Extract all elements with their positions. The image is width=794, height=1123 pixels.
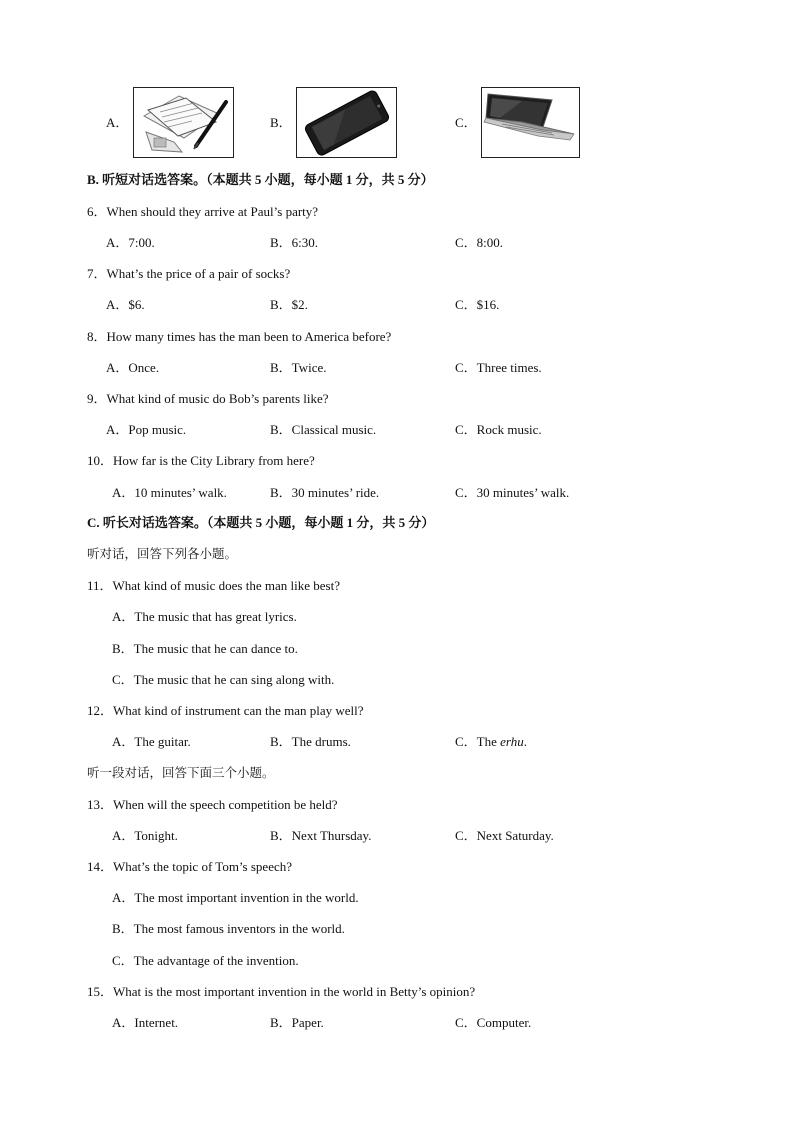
question-10-option-b: B．30 minutes’ ride.	[270, 485, 380, 500]
question-6-option-c: C．8:00.	[455, 235, 504, 250]
letter-and-pen-icon	[133, 87, 234, 158]
question-15-option-a: A．Internet.	[112, 1015, 179, 1030]
question-14-option-b: B．The most famous inventors in the world.	[112, 921, 345, 936]
question-13-option-a: A．Tonight.	[112, 828, 178, 843]
question-12-option-c-prefix: C．The	[455, 734, 501, 749]
question-9-option-a: A．Pop music.	[106, 422, 187, 437]
smartphone-icon	[296, 87, 397, 158]
question-6-option-b: B．6:30.	[270, 235, 319, 250]
question-6-option-a: A．7:00.	[106, 235, 155, 250]
picture-option-b-label: B．	[270, 115, 292, 130]
question-7-option-c: C．$16.	[455, 297, 500, 312]
question-14-option-c: C．The advantage of the invention.	[112, 953, 299, 968]
question-13-option-b: B．Next Thursday.	[270, 828, 372, 843]
question-11-option-b: B．The music that he can dance to.	[112, 641, 298, 656]
question-10-option-c: C．30 minutes’ walk.	[455, 485, 570, 500]
picture-option-c-label: C．	[455, 115, 477, 130]
question-12-option-a: A．The guitar.	[112, 734, 191, 749]
laptop-icon	[481, 87, 580, 158]
question-12-option-b: B．The drums.	[270, 734, 351, 749]
section-c-intro-2: 听一段对话，回答下面三个小题。	[87, 765, 275, 780]
question-15-option-c: C．Computer.	[455, 1015, 532, 1030]
question-13: 13．When will the speech competition be held?	[87, 797, 338, 812]
section-c-heading: C. 听长对话选答案。（本题共 5 小题，每小题 1 分，共 5 分）	[87, 515, 435, 530]
question-7: 7．What’s the price of a pair of socks?	[87, 266, 291, 281]
question-15-option-b: B．Paper.	[270, 1015, 324, 1030]
question-7-option-a: A．$6.	[106, 297, 145, 312]
question-11-option-c: C．The music that he can sing along with.	[112, 672, 335, 687]
question-8: 8．How many times has the man been to America before?	[87, 329, 392, 344]
question-14: 14．What’s the topic of Tom’s speech?	[87, 859, 292, 874]
question-6: 6．When should they arrive at Paul’s party?	[87, 204, 319, 219]
question-9-option-b: B．Classical music.	[270, 422, 377, 437]
question-11: 11．What kind of music does the man like best?	[87, 578, 340, 593]
section-b-heading: B. 听短对话选答案。（本题共 5 小题，每小题 1 分，共 5 分）	[87, 172, 434, 187]
question-11-option-a: A．The music that has great lyrics.	[112, 609, 297, 624]
section-c-intro-1: 听对话，回答下列各小题。	[87, 546, 238, 561]
question-13-option-c: C．Next Saturday.	[455, 828, 554, 843]
question-8-option-c: C．Three times.	[455, 360, 542, 375]
question-9-option-c: C．Rock music.	[455, 422, 542, 437]
question-14-option-a: A．The most important invention in the world.	[112, 890, 359, 905]
question-12: 12．What kind of instrument can the man play well?	[87, 703, 364, 718]
question-12-option-c	[455, 734, 527, 750]
question-12-option-c-italic: erhu	[500, 734, 524, 749]
question-10: 10．How far is the City Library from here?	[87, 453, 315, 468]
question-8-option-a: A．Once.	[106, 360, 160, 375]
question-10-option-a: A．10 minutes’ walk.	[112, 485, 227, 500]
question-12-option-c-suffix: .	[523, 734, 527, 749]
question-8-option-b: B．Twice.	[270, 360, 327, 375]
picture-option-a-label: A．	[106, 115, 129, 130]
question-7-option-b: B．$2.	[270, 297, 308, 312]
question-15: 15．What is the most important invention in the world in Betty’s opinion?	[87, 984, 476, 999]
question-9: 9．What kind of music do Bob’s parents like?	[87, 391, 329, 406]
